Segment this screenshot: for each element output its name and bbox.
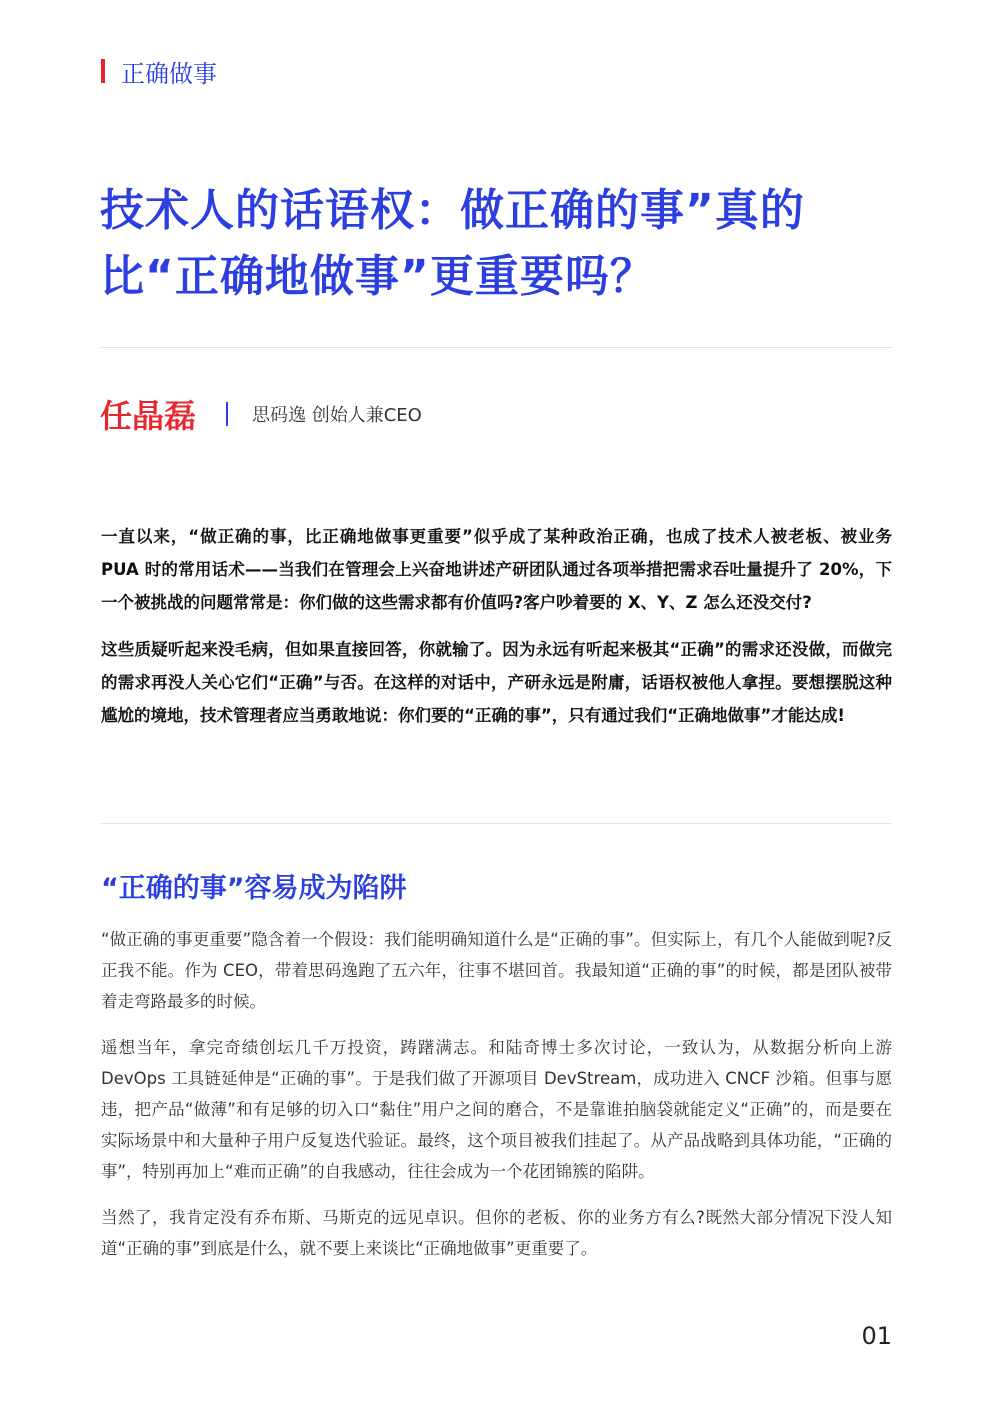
article-body bbox=[101, 924, 892, 1279]
article-title: 技术人的话语权：做正确的事”真的比“正确地做事”更重要吗？ bbox=[100, 185, 805, 302]
section-tag bbox=[101, 56, 217, 86]
intro-paragraph: 一直以来，“做正确的事，比正确地做事更重要”似乎成了某种政治正确，也成了技术人被老板、被业务 PUA 时的常用话术——当我们在管理会上兴奋地讲述产研团队通过各项举措把需求吞吐量提升了 20%，下一个被挑战的问题常常是：你们做的这些需求都有价值吗?客户吵着要的 X、Y、Z 怎么还没交付? bbox=[101, 527, 892, 612]
page-number: 01 bbox=[861, 1322, 892, 1350]
section-heading: “正确的事”容易成为陷阱 bbox=[101, 873, 407, 904]
body-paragraph: 当然了，我肯定没有乔布斯、马斯克的远见卓识。但你的老板、你的业务方有么?既然大部分情况下没人知道“正确的事”到底是什么，就不要上来谈比“正确地做事”更重要了。 bbox=[101, 1208, 892, 1258]
author-role: 思码逸 创始人兼CEO bbox=[252, 405, 422, 426]
title-divider bbox=[101, 347, 892, 348]
section-tag-label: 正确做事 bbox=[121, 59, 217, 88]
body-paragraph: “做正确的事更重要”隐含着一个假设：我们能明确知道什么是“正确的事”。但实际上，有几个人能做到呢?反正我不能。作为 CEO，带着思码逸跑了五六年，往事不堪回首。我最知道“正确的事”的时候，都是团队被带着走弯路最多的时候。 bbox=[101, 930, 892, 1011]
intro-divider bbox=[101, 823, 892, 824]
intro-paragraph: 这些质疑听起来没毛病，但如果直接回答，你就输了。因为永远有听起来极其“正确”的需求还没做，而做完的需求再没人关心它们“正确”与否。在这样的对话中，产研永远是附庸，话语权被他人拿捏。要想摆脱这种尴尬的境地，技术管理者应当勇敢地说：你们要的“正确的事”，只有通过我们“正确地做事”才能达成! bbox=[101, 640, 892, 725]
body-paragraph: 遥想当年，拿完奇绩创坛几千万投资，踌躇满志。和陆奇博士多次讨论，一致认为，从数据分析向上游 DevOps 工具链延伸是“正确的事”。于是我们做了开源项目 DevStream，成功进入 CNCF 沙箱。但事与愿违，把产品“做薄”和有足够的切入口“黏住”用户之间的磨合，不是靠谁拍脑袋就能定义“正确”的，而是要在实际场景中和大量种子用户反复迭代验证。最终，这个项目被我们挂起了。从产品战略到具体功能，“正确的事”，特别再加上“难而正确”的自我感动，往往会成为一个花团锦簇的陷阱。 bbox=[101, 1038, 892, 1181]
section-tag-bar bbox=[101, 59, 105, 83]
author-block bbox=[100, 392, 422, 436]
author-separator bbox=[226, 402, 228, 426]
author-name: 任晶磊 bbox=[100, 397, 197, 435]
intro-block bbox=[101, 520, 892, 746]
